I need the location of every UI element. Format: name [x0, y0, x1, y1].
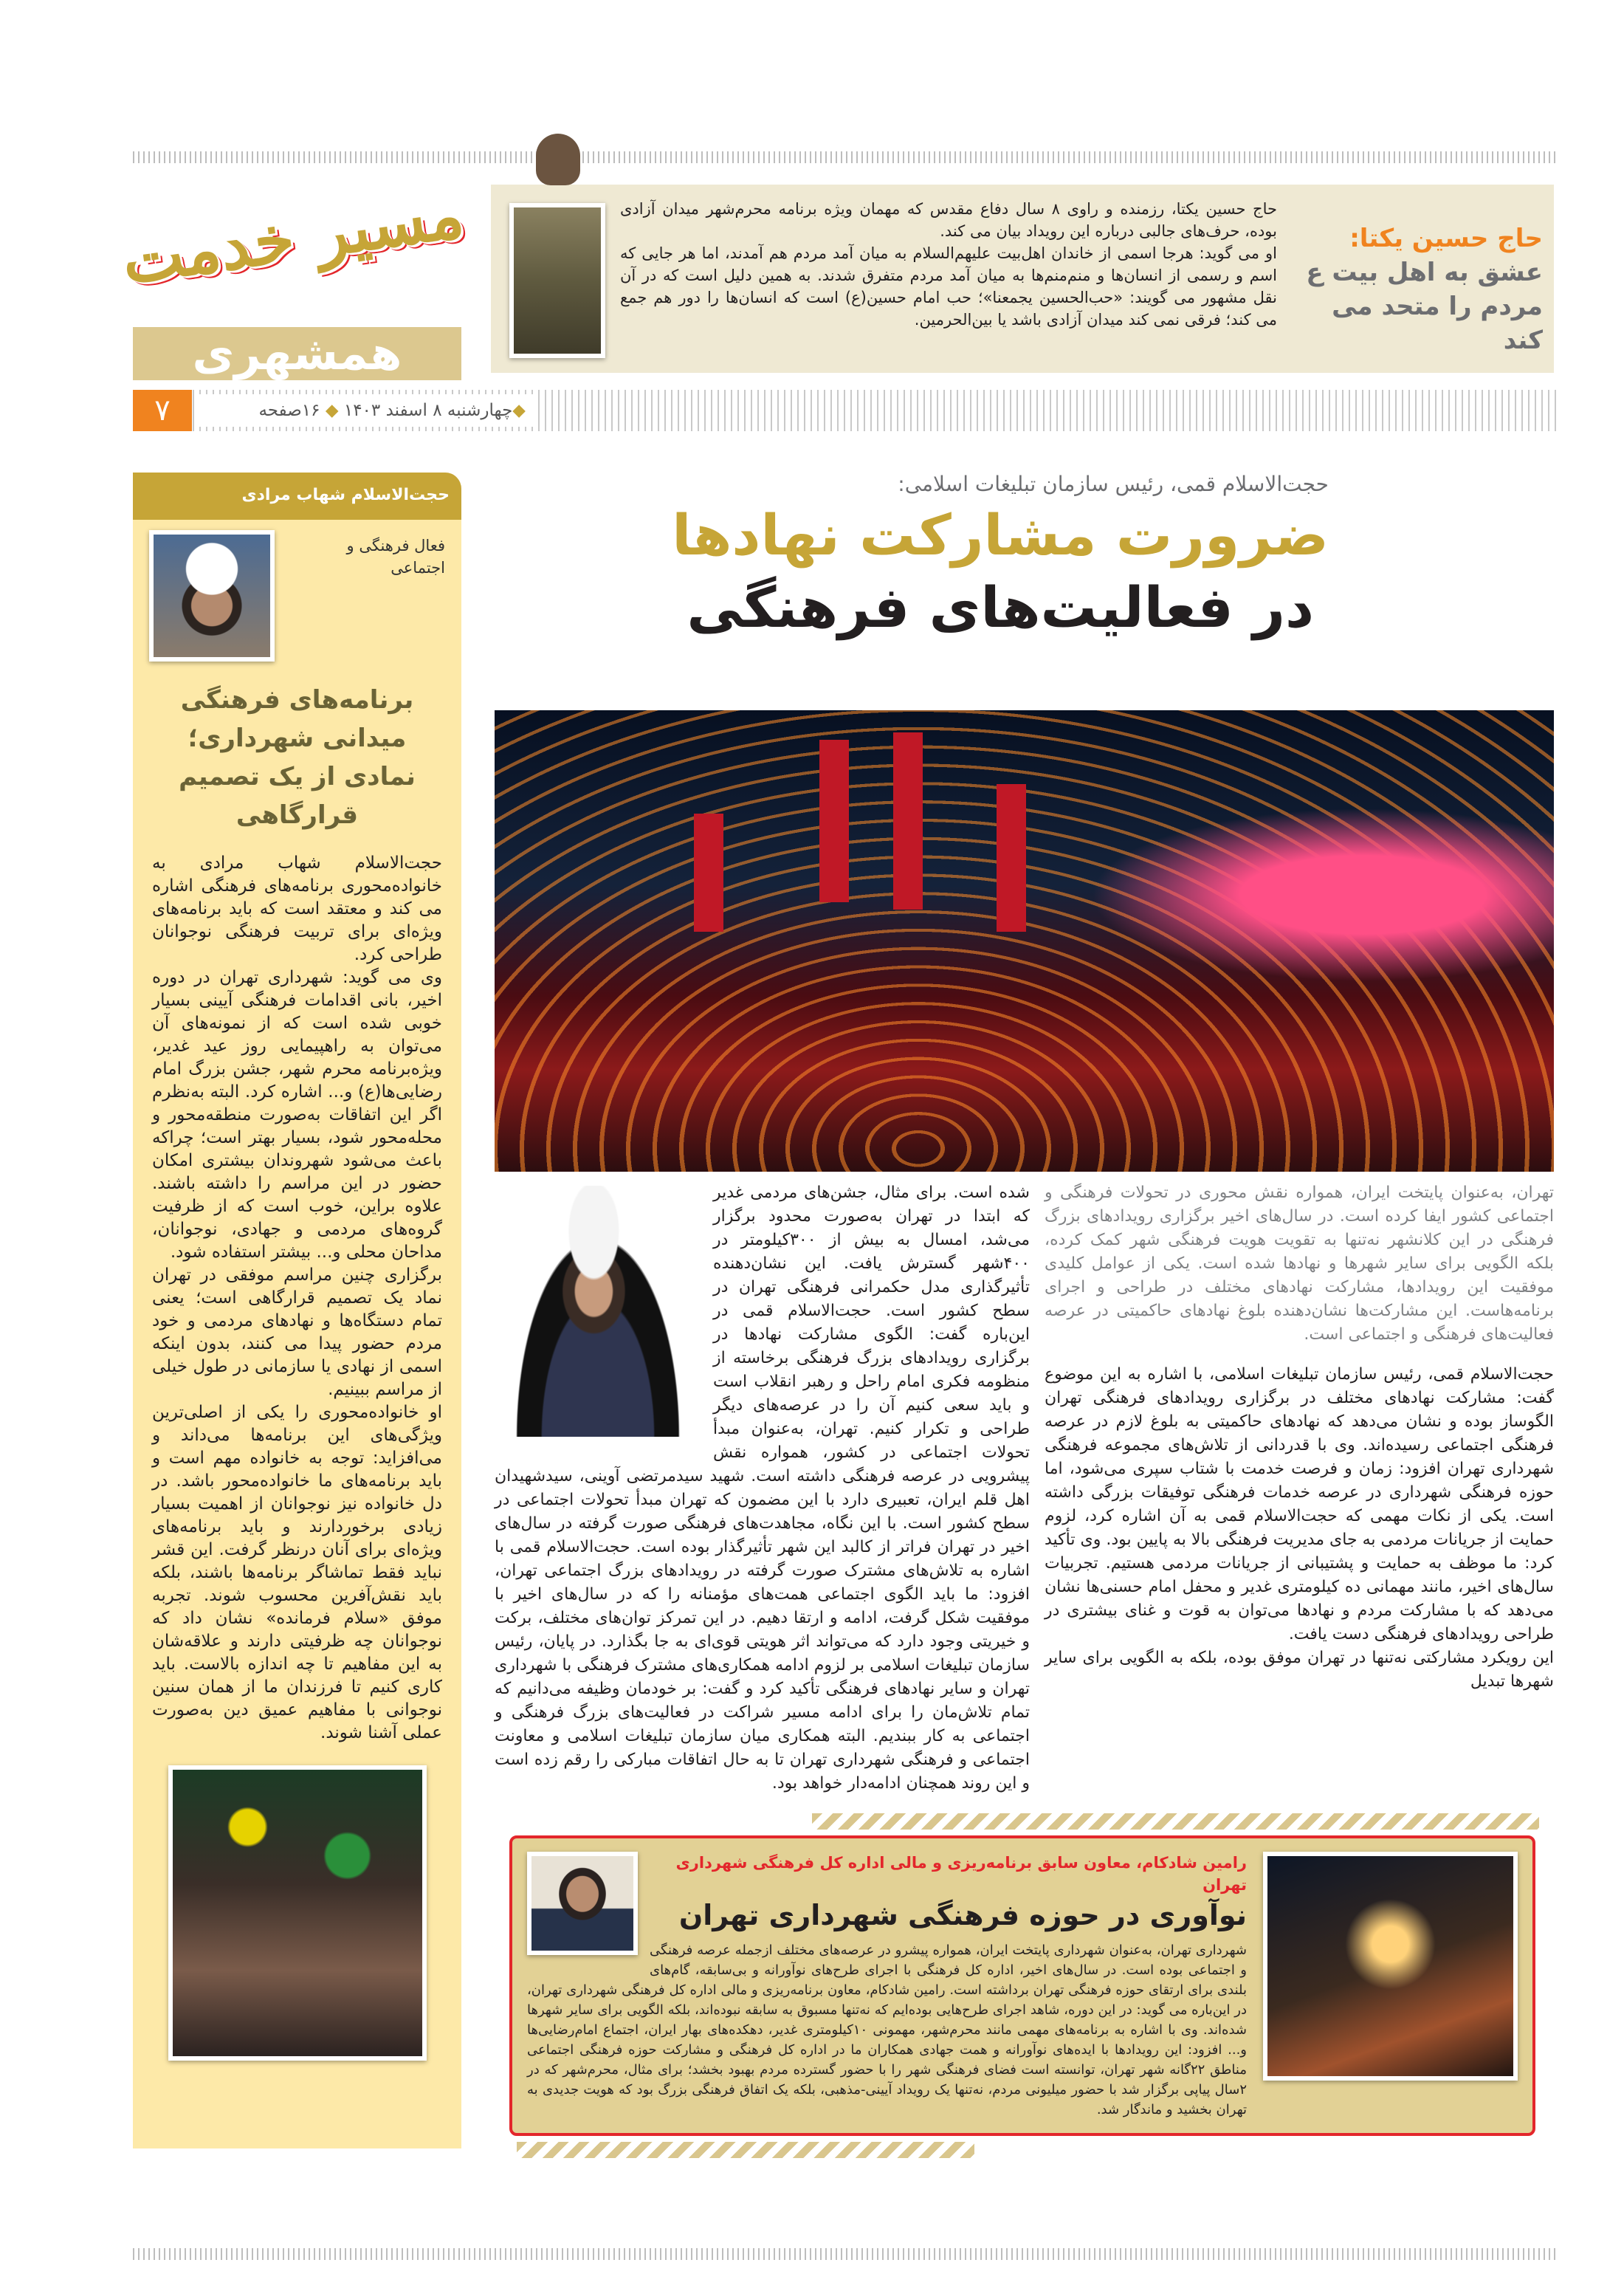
diamond-icon: ◆ — [325, 401, 339, 420]
main-lower-area — [495, 1181, 1554, 2158]
masthead-logo — [117, 166, 469, 380]
diamond-icon: ◆ — [512, 401, 526, 420]
main-night-event-photo — [495, 710, 1554, 1172]
bottom-interview-box — [509, 1835, 1535, 2136]
main-title-line2: در فعالیت‌های فرهنگی — [687, 574, 1314, 640]
sidebar-column — [133, 473, 461, 2148]
box-stripe-bottom — [517, 2142, 974, 2158]
banner-tower — [694, 814, 723, 932]
portrait-head-icon — [536, 134, 580, 185]
author-photo — [149, 530, 275, 662]
bottom-box-kicker: رامین شادکام، معاون سابق برنامه‌ریزی و مالی اداره کل فرهنگی شهرداری تهران — [675, 1854, 1247, 1894]
sidebar-title: برنامه‌های فرهنگی میدانی شهرداری؛ نمادی از یک تصمیم قرارگاهی — [179, 685, 416, 830]
article-columns — [495, 1181, 1554, 1796]
bottom-box-title: نوآوری در حوزه فرهنگی شهرداری تهران — [678, 1899, 1247, 1931]
paper-name-logo: همشهری — [133, 327, 461, 380]
night-crowd-aerial-photo — [1263, 1852, 1518, 2081]
main-kicker: حجت‌الاسلام قمی، رئیس سازمان تبلیغات اسلامی: — [898, 472, 1329, 496]
bottom-box-body: شهرداری تهران، به‌عنوان شهرداری پایتخت ایران، همواره پیشرو در عرصه‌های مختلف ازجمله عرصه فرهنگی و اجتماعی بوده است. در سال‌های اخیر، اداره کل فرهنگی با اجرای طرح‌های نوآورانه و بی‌سابقه، گام‌های بلندی برای ارتقای حوزه فرهنگی تهران برداشته است. رامین شادکام، معاون برنامه‌ریزی و مالی اداره کل فرهنگی شهرداری تهران، در این‌باره می گوید: در این دوره، شاهد اجرای طرح‌هایی بوده‌ایم که نه‌تنها مسبوق به سابقه نبوده‌اند، بلکه الگویی برای سایر شهرها شده‌اند. وی با اشاره به برنامه‌های مهمی مانند محرم‌شهر، مهمونی ۱۰کیلومتری غدیر، دهکده‌های بهار ایران، اجتماع امام‌رضایی‌ها و... افزود: این رویدادها با ایده‌های نوآورانه و همت جهادی همکاران ما در اداره کل فرهنگی و مشارکت حوزه فرهنگی اجتماعی مناطق ۲۲گانه شهر تهران، توانسته است فضای فرهنگی شهر را با حضور گسترده مردم بهبود بخشد؛ برای مثال، محرم‌شهر که در ۲سال پیاپی برگزار شد با حضور میلیونی مردم، نه‌تنها یک رویداد آیینی-مذهبی، بلکه یک اتفاق فرهنگی بزرگ بود که هویت جدیدی به تهران بخشید و ماندگار شد. — [527, 1942, 1247, 2117]
author-row — [133, 520, 461, 662]
banner-tower — [997, 784, 1026, 932]
box-stripe-top — [812, 1813, 1539, 1830]
top-feature-text: حاج حسین یکتا، رزمنده و راوی ۸ سال دفاع مقدس که مهمان ویژه برنامه محرم‌شهر میدان آزادی بوده، حرف‌های جالبی درباره این رویداد بیان می کند. او می گوید: هرجا اسمی از خاندان اهل‌بیت علیهم‌السلام به میان آمد مردم هم آمدند، اما هر جایی که اسم و رسمی از انسان‌ها و منم‌منم‌ها به میان آمد مردم متفرق شدند. به همین دلیل است که در آن نقل مشهور می گویند: «حب‌الحسین یجمعنا»؛ حب امام حسین(ع) است که انسان‌ها را دور هم جمع می کند؛ فرقی نمی کند میدان آزادی باشد یا بین‌الحرمین. — [620, 200, 1277, 329]
ramin-shadkam-photo — [527, 1852, 638, 1955]
article-lead: تهران، به‌عنوان پایتخت ایران، همواره نقش محوری در تحولات فرهنگی و اجتماعی کشور ایفا کرده است. در سال‌های اخیر برگزاری رویدادهای بزرگ فرهنگی در این کلانشهر نه‌تنها به تقویت هویت فرهنگی شهر کمک کرده، بلکه الگویی برای سایر شهرها و نهادها شده است. یکی از عوامل کلیدی موفقیت این رویدادها، مشارکت نهادهای مختلف در طراحی و اجرای برنامه‌هاست. این مشارکت‌ها نشان‌دهنده بلوغ نهادهای حاکمیتی در عرصه فعالیت‌های فرهنگی و اجتماعی است. — [1045, 1184, 1554, 1344]
logo-calligraphy: مسیر خدمت — [117, 175, 469, 300]
issue-date: ◆چهارشنبه ۸ اسفند ۱۴۰۳ ◆ ۱۶صفحه — [196, 394, 536, 427]
article-middle-column: شده است. برای مثال، جشن‌های مردمی غدیر که ابتدا در تهران به‌صورت محدود برگزار می‌شد، امسال به بیش از ۳۰۰کیلومتر در ۴۰۰شهر گسترش یافت. این نشان‌دهنده تأثیرگذاری مدل حکمرانی فرهنگی تهران در سطح کشور است. حجت‌الاسلام قمی در این‌باره گفت: الگوی مشارکت نهادها در برگزاری رویدادهای بزرگ فرهنگی برخاسته از منظومه فکری امام راحل و رهبر انقلاب است و باید سعی کنیم آن را در عرصه‌های دیگر طراحی و تکرار کنیم. تهران، به‌عنوان مبدأ تحولات اجتماعی در کشور، همواره نقش پیشرویی در عرصه فرهنگی داشته است. شهید سیدمرتضی آوینی، سیدشهیدان اهل قلم ایران، تعبیری دارد با این مضمون که تهران مبدأ تحولات اجتماعی در سطح کشور است. با این نگاه، مجاهدت‌های فرهنگی صورت گرفته در سال‌های اخیر در تهران فراتر از کالبد این شهر تأثیرگذار بوده است. حجت‌الاسلام قمی با اشاره به تلاش‌های مشترک صورت گرفته در رویدادهای بزرگ اجتماعی تهران، افزود: ما باید الگوی اجتماعی همت‌های مؤمنانه را که در سال‌های اخیر با موفقیت شکل گرفت، ادامه و ارتقا دهیم. در این تمرکز توان‌های مختلف، برکت و خیریتی وجود دارد که می‌تواند اثر هویتی قوی‌ای به جا بگذارد. در پایان، رئیس سازمان تبلیغات اسلامی بر لزوم ادامه همکاری‌های مشترک فرهنگی با شهرداری تهران و سایر نهادهای فرهنگی تأکید کرد و گفت: بر خودمان وظیفه می‌دانیم که تمام تلاش‌مان را برای ادامه مسیر شراکت در فعالیت‌های بزرگ فرهنگی و اجتماعی به کار ببندیم. البته همکاری میان سازمان تبلیغات اسلامی و معاونت اجتماعی و فرهنگی شهرداری تهران تا به حال اتفاقات مبارکی را رقم زده است و این روند همچنان ادامه‌دار خواهد بود. — [495, 1184, 1030, 1793]
bottom-box-content — [527, 1852, 1247, 2120]
main-title-line1: ضرورت مشارکت نهادها — [672, 502, 1329, 568]
main-headline — [509, 470, 1329, 644]
article-right-column: تهران، به‌عنوان پایتخت ایران، همواره نقش محوری در تحولات فرهنگی و اجتماعی کشور ایفا کرده است. در سال‌های اخیر برگزاری رویدادهای بزرگ فرهنگی در این کلانشهر نه‌تنها به تقویت هویت فرهنگی شهر کمک کرده، بلکه الگویی برای سایر شهرها و نهادها شده است. یکی از عوامل کلیدی موفقیت این رویدادها، مشارکت نهادهای مختلف در طراحی و اجرای برنامه‌هاست. این مشارکت‌ها نشان‌دهنده بلوغ نهادهای حاکمیتی در عرصه فعالیت‌های فرهنگی و اجتماعی است. حجت‌الاسلام قمی، رئیس سازمان تبلیغات اسلامی، با اشاره به این موضوع گفت: مشارکت نهادهای مختلف در برگزاری رویدادهای فرهنگی تهران الگوساز بوده و نشان می‌دهد که نهادهای حاکمیتی به بلوغ لازم در عرصه فرهنگی اجتماعی رسیده‌اند. وی با قدردانی از تلاش‌های مجموعه فرهنگی شهرداری تهران افزود: زمان و فرصت خدمت با شتاب سپری می‌شود، اما حوزه فرهنگی شهرداری در عرصه خدمات فرهنگی توفیقات بزرگی داشته است. یکی از نکات مهمی که حجت‌الاسلام قمی به آن اشاره کرد، لزوم حمایت از جریانات مردمی به جای مدیریت فرهنگی بالا به پایین بود. وی تأکید کرد: ما موظف به حمایت و پشتیبانی از جریانات مردمی هستیم. تجربیات سال‌های اخیر، مانند مهمانی ده کیلومتری غدیر و محفل امام حسنی‌ها نشان می‌دهد که با مشارکت مردم و نهادها می‌توان به قوت و غنای بیشتری در طراحی رویدادهای فرهنگی دست یافت. این رویکرد مشارکتی نه‌تنها در تهران موفق بوده، بلکه به الگویی برای سایر شهرها تبدیل — [1045, 1181, 1554, 1796]
bottom-rule — [133, 2248, 1558, 2260]
crowd-celebration-photo — [168, 1765, 427, 2061]
banner-tower — [819, 740, 849, 902]
top-feature-headline: حاج حسین یکتا: عشق به اهل بیت ع مردم را متحد می کند — [1306, 224, 1543, 355]
cleric-portrait-photo — [495, 1186, 701, 1437]
page-number-badge: ۷ — [133, 390, 192, 431]
hossein-yekta-photo — [509, 203, 605, 358]
sidebar-author-band: حجت‌الاسلام شهاب مرادی — [133, 473, 461, 520]
author-role: فعال فرهنگی و اجتماعی — [346, 537, 445, 577]
banner-tower — [893, 732, 923, 910]
sidebar-body: حجت‌الاسلام شهاب مرادی به خانواده‌محوری برنامه‌های فرهنگی اشاره می کند و معتقد است که باید برنامه‌های ویژه‌ای برای تربیت فرهنگی نوجوانان طراحی کرد. وی می گوید: شهرداری تهران در دوره اخیر، بانی اقدامات فرهنگی آیینی بسیار خوبی شده است که از نمونه‌های آن می‌توان به راهپیمایی روز عید غدیر، ویژه‌برنامه محرم شهر، جشن بزرگ امام رضایی‌ها(ع) و... اشاره کرد. البته به‌نظرم اگر این اتفاقات به‌صورت منطقه‌محور و محله‌محور شود، بسیار بهتر است؛ چراکه باعث می‌شود شهروندان بیشتری امکان حضور در این مراسم را داشته باشند. علاوه براین، خوب است که از ظرفیت گروه‌های مردمی و جهادی، نوجوانان، مداحان محلی و... بیشتر استفاده شود. برگزاری چنین مراسم موفقی در تهران نماد یک تصمیم قرارگاهی است؛ یعنی تمام دستگاه‌ها و نهادهای مردمی و خود مردم حضور پیدا می کنند، بدون اینکه اسمی از نهادی یا سازمانی در طول خیلی از مراسم ببینیم. او خانواده‌محوری را یکی از اصلی‌ترین ویژگی‌های این برنامه‌ها می‌داند و می‌افزاید: توجه به خانواده مهم است و باید برنامه‌های ما خانواده‌محور باشد. در دل خانواده نیز نوجوانان از اهمیت بسیار زیادی برخوردارند و باید برنامه‌های ویژه‌ای برای آنان درنظر گرفت. این قشر نباید فقط تماشاگر برنامه‌ها باشند، بلکه باید نقش‌آفرین محسوب شوند. تجربه موفق «سلام فرمانده» نشان داد که نوجوانان چه ظرفیتی دارند و علاقه‌شان به این مفاهیم تا چه اندازه بالاست. باید کاری کنیم تا فرزندان ما از همان سنین نوجوانی با مفاهیم عمیق دین به‌صورت عملی آشنا شوند. — [152, 853, 442, 1742]
